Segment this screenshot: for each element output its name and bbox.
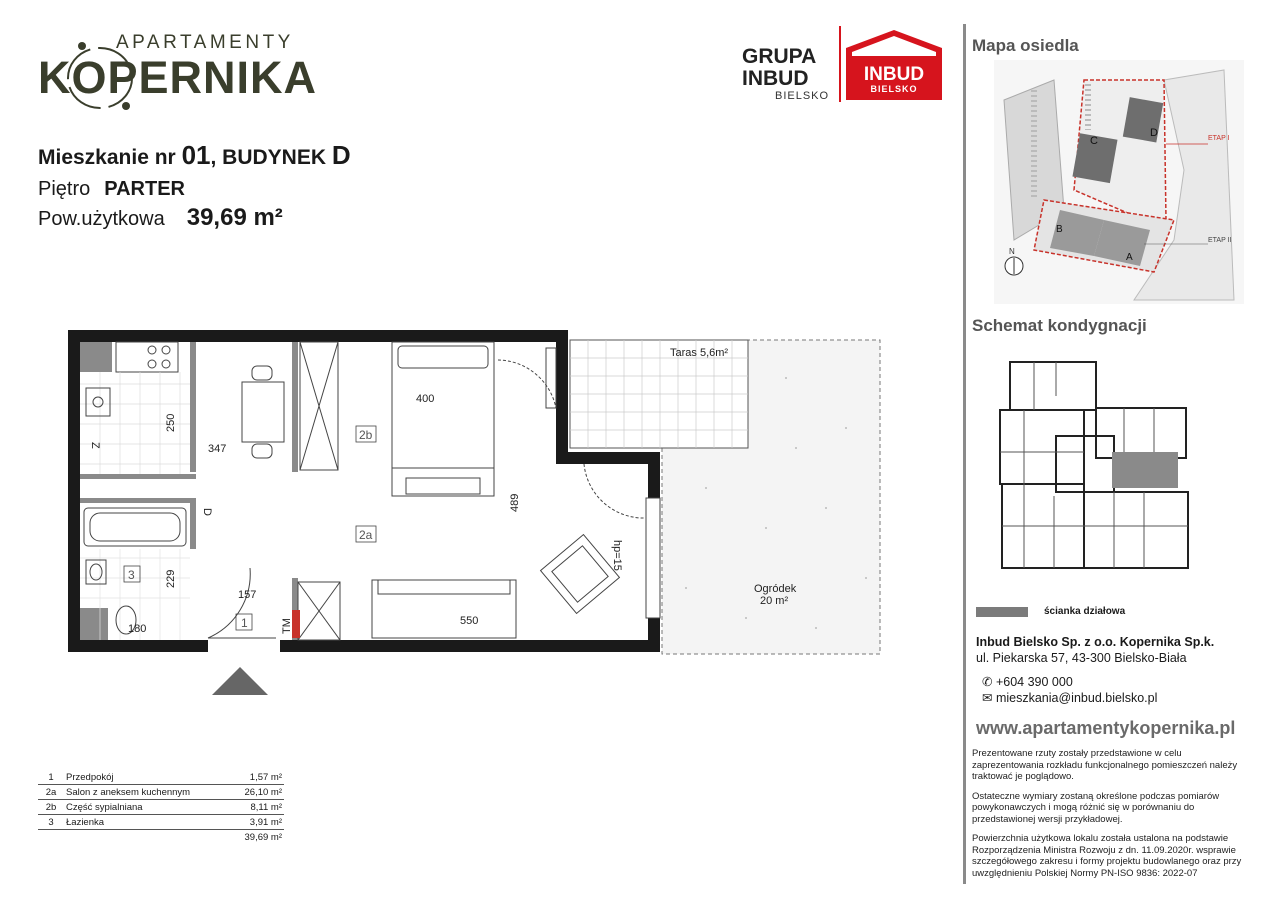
floor-value: PARTER <box>104 178 185 200</box>
site-building-d: D <box>1150 127 1158 139</box>
garden-label: Ogródek <box>754 583 797 595</box>
inbud-logo <box>838 26 950 102</box>
dim-489: 489 <box>509 493 521 512</box>
phone-row <box>982 674 1157 690</box>
group-line1: GRUPA <box>742 45 817 68</box>
kitchen <box>116 342 178 372</box>
floor-label: Piętro <box>38 178 91 200</box>
dim-550: 550 <box>460 615 479 627</box>
room-table <box>38 770 284 844</box>
building-letter: D <box>331 140 351 170</box>
sofa <box>372 580 516 638</box>
room-number-2a: 2a <box>359 528 373 542</box>
dim-347: 347 <box>208 443 227 455</box>
company-info <box>976 634 1214 666</box>
dim-157: 157 <box>238 589 257 601</box>
website-link[interactable]: www.apartamentykopernika.pl <box>976 718 1236 738</box>
company-address: ul. Piekarska 57, 43-300 Bielsko-Biała <box>976 651 1187 665</box>
etap-1-label: ETAP I <box>1208 135 1230 142</box>
inbud-badge-top: INBUD <box>863 64 925 85</box>
garden-door-arc <box>584 464 646 518</box>
bathtub <box>84 508 186 546</box>
room-name: Salon z aneksem kuchennym <box>64 785 230 800</box>
email-address[interactable]: mieszkania@inbud.bielsko.pl <box>995 691 1158 705</box>
room-total: 39,69 m² <box>244 831 282 843</box>
table-row <box>38 785 284 800</box>
room-number-1: 1 <box>241 616 248 630</box>
group-sub: BIELSKO <box>775 90 830 102</box>
area-label: Pow.użytkowa <box>38 208 165 230</box>
terrace-label: Taras 5,6m² <box>670 347 729 359</box>
site-map-title: Mapa osiedla <box>972 36 1079 55</box>
vertical-divider <box>963 24 966 884</box>
entrance-arrow-icon <box>212 667 268 695</box>
room-number-3: 3 <box>128 568 135 582</box>
logo-title-big: KOPERNIKA <box>38 52 318 103</box>
kitchen-sink <box>86 388 110 416</box>
room-num: 2b <box>38 800 64 815</box>
wardrobe <box>300 342 338 470</box>
apartment-number: 01 <box>181 140 211 170</box>
floor-schema-title: Schemat kondygnacji <box>972 316 1147 335</box>
room-num: 3 <box>38 815 64 830</box>
room-num: 2a <box>38 785 64 800</box>
table-row <box>38 800 284 815</box>
highlighted-apartment <box>1112 452 1178 488</box>
room-area: 3,91 m² <box>230 815 284 830</box>
phone-number[interactable]: +604 390 000 <box>995 675 1073 689</box>
disclaimer-3: Powierzchnia użytkowa lokalu została ustalona na podstawie Rozporządzenia Ministra Rozwoju z dn. 11.09.2020r. wsprawie szczegółowego zakresu i formy projektu budowlanego oraz przy uwzględnieniu Polskiej Normy PN-ISO 9836: 2022-07 <box>972 833 1242 879</box>
site-map <box>994 60 1244 304</box>
site-building-c: C <box>1090 135 1098 147</box>
z-mark: Z <box>89 442 101 449</box>
site-building-b: B <box>1056 224 1063 235</box>
room-name: Część sypialniana <box>64 800 230 815</box>
room-name: Łazienka <box>64 815 230 830</box>
bathroom-washbasin <box>86 560 106 584</box>
dim-hp: hp=15 <box>611 540 623 571</box>
room-area: 26,10 m² <box>230 785 284 800</box>
etap-2-label: ETAP II <box>1208 237 1232 244</box>
room-name: Przedpokój <box>64 770 230 785</box>
armchair <box>541 535 620 614</box>
tm-mark: TM <box>281 618 293 634</box>
disclaimer <box>972 748 1242 887</box>
company-name: Inbud Bielsko Sp. z o.o. Kopernika Sp.k. <box>976 635 1215 649</box>
area-value: 39,69 m² <box>186 204 283 231</box>
contact-info <box>982 674 1157 706</box>
site-building-a: A <box>1126 252 1133 263</box>
disclaimer-1: Prezentowane rzuty zostały przedstawione w celu zaprezentowania rozkładu funkcjonalnego pomieszczeń należy traktować je poglądowo. <box>972 748 1238 782</box>
apartment-label: Mieszkanie nr <box>38 146 176 169</box>
floor-plan <box>66 328 886 698</box>
building-label: , BUDYNEK <box>210 146 327 169</box>
bed <box>392 342 494 496</box>
dim-400: 400 <box>416 393 435 405</box>
table-row <box>38 770 284 785</box>
group-line2: INBUD <box>742 67 809 90</box>
dim-229: 229 <box>165 569 177 588</box>
dim-250: 250 <box>165 413 177 432</box>
area-line <box>38 204 283 232</box>
group-logo-text <box>742 46 816 90</box>
table-total-row <box>38 830 284 845</box>
legend-label: ścianka działowa <box>1044 606 1126 617</box>
room-area: 8,11 m² <box>230 800 284 815</box>
logo-title-small: APARTAMENTY <box>116 32 294 53</box>
garden-area-label: 20 m² <box>760 595 789 607</box>
floor-line <box>38 178 185 201</box>
dining-table <box>242 366 284 458</box>
room-area: 1,57 m² <box>230 770 284 785</box>
d-mark: D <box>201 508 213 516</box>
apartment-heading <box>38 140 351 171</box>
table-row <box>38 815 284 830</box>
floor-schema <box>994 356 1194 574</box>
legend-swatch <box>976 607 1028 617</box>
inbud-badge-bottom: BIELSKO <box>870 84 918 94</box>
room-number-2b: 2b <box>359 428 373 442</box>
disclaimer-2: Ostateczne wymiary zostaną określone podczas pomiarów powykonawczych i mogą różnić się w porównaniu do przedstawionej wersji przykładowej. <box>972 790 1220 825</box>
email-row <box>982 690 1157 706</box>
email-icon: ✉ <box>982 691 993 705</box>
dim-180: 180 <box>128 623 147 635</box>
phone-icon: ✆ <box>982 675 993 689</box>
north-label: N <box>1009 247 1015 256</box>
room-num: 1 <box>38 770 64 785</box>
entry-wardrobe <box>292 582 340 640</box>
